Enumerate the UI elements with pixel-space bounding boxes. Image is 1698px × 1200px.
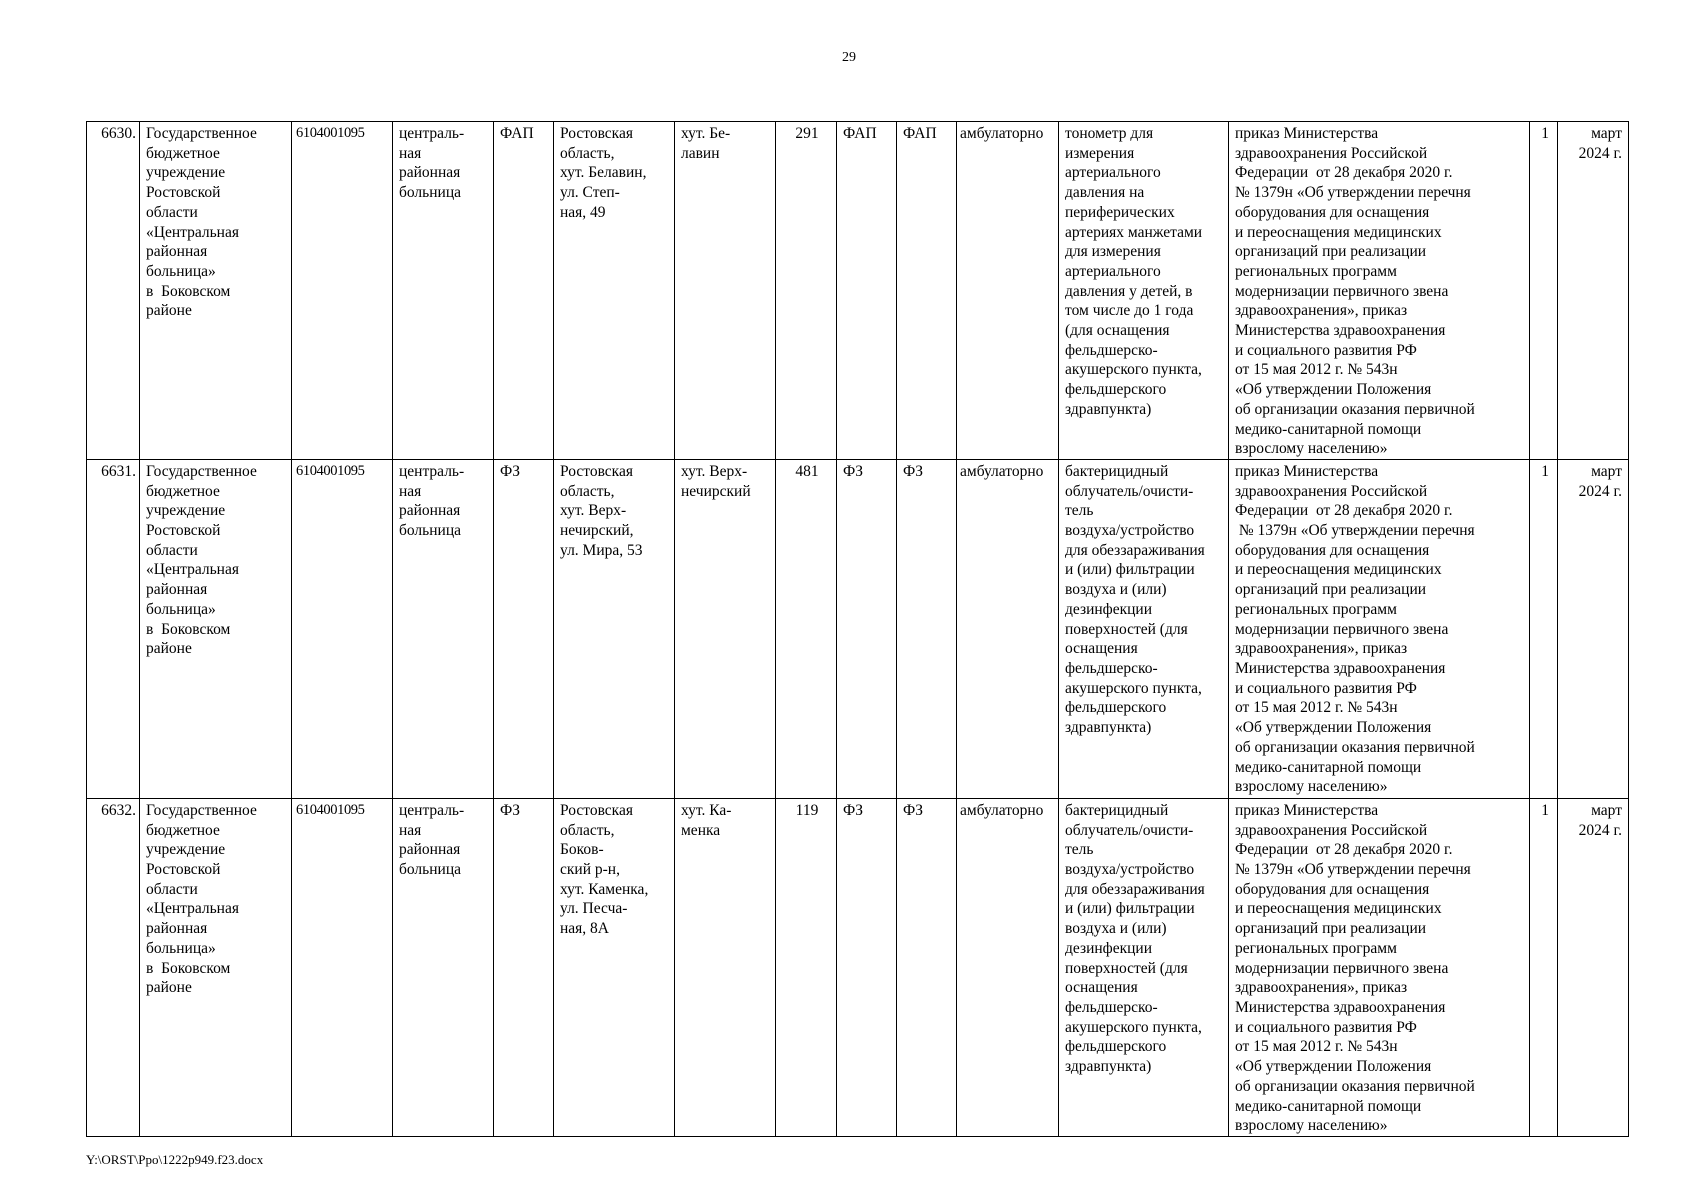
legal-basis: приказ Министерства здравоохранения Российской Федерации от 28 декабря 2020 г. № 1379н «Об утверждении перечня оборудования для оснащения и переоснащения медицинских организаций при реализации региональных программ модернизации первичного звена здравоохранения», приказ Министерства здравоохранения и социального развития РФ от 15 мая 2012 г. № 543н «Об утверждении Положения об организации оказания первичной медико-санитарной помощи взрослому населению» xyxy=(1229,122,1530,460)
file-path-footer: Y:\ORST\Ppo\1222p949.f23.docx xyxy=(86,1152,264,1167)
address: Ростовская область, хут. Белавин, ул. Степ- ная, 49 xyxy=(554,122,675,460)
unit-type: ФАП xyxy=(494,122,554,460)
equipment-table xyxy=(86,121,1629,1137)
quantity: 1 xyxy=(1530,459,1558,798)
address: Ростовская область, хут. Верх- нечирский, ул. Мира, 53 xyxy=(554,459,675,798)
facility-type-b: ФАП xyxy=(897,122,957,460)
care-form: амбулаторно xyxy=(957,459,1059,798)
facility-type-a: ФЗ xyxy=(837,798,897,1136)
population: 119 xyxy=(776,798,837,1136)
address: Ростовская область, Боков- ский р-н, хут. Каменка, ул. Песча- ная, 8А xyxy=(554,798,675,1136)
table-row xyxy=(87,459,1629,798)
facility-type-b: ФЗ xyxy=(897,459,957,798)
organization-name: Государственное бюджетное учреждение Ростовской области «Центральная районная больница» в Боковском районе xyxy=(140,122,292,460)
page-number: 29 xyxy=(842,50,856,65)
population: 291 xyxy=(776,122,837,460)
inn-code: 6104001095 xyxy=(292,798,393,1136)
population: 481 xyxy=(776,459,837,798)
row-number: 6631. xyxy=(87,459,140,798)
organization-name: Государственное бюджетное учреждение Ростовской области «Центральная районная больница» в Боковском районе xyxy=(140,798,292,1136)
row-number: 6632. xyxy=(87,798,140,1136)
legal-basis: приказ Министерства здравоохранения Российской Федерации от 28 декабря 2020 г. № 1379н «Об утверждении перечня оборудования для оснащения и переоснащения медицинских организаций при реализации региональных программ модернизации первичного звена здравоохранения», приказ Министерства здравоохранения и социального развития РФ от 15 мая 2012 г. № 543н «Об утверждении Положения об организации оказания первичной медико-санитарной помощи взрослому населению» xyxy=(1229,459,1530,798)
table-row xyxy=(87,798,1629,1136)
unit-type: ФЗ xyxy=(494,798,554,1136)
inn-code: 6104001095 xyxy=(292,122,393,460)
equipment: бактерицидный облучатель/очисти- тель воздуха/устройство для обеззараживания и (или) фильтрации воздуха и (или) дезинфекции поверхностей (для оснащения фельдшерско- акушерского пункта, фельдшерского здравпункта) xyxy=(1059,459,1229,798)
unit-type: ФЗ xyxy=(494,459,554,798)
settlement: хут. Бе- лавин xyxy=(675,122,776,460)
organization-name: Государственное бюджетное учреждение Ростовской области «Центральная районная больница» в Боковском районе xyxy=(140,459,292,798)
organization-type: централь- ная районная больница xyxy=(393,122,494,460)
inn-code: 6104001095 xyxy=(292,459,393,798)
organization-type: централь- ная районная больница xyxy=(393,798,494,1136)
settlement: хут. Ка- менка xyxy=(675,798,776,1136)
quantity: 1 xyxy=(1530,798,1558,1136)
equipment: тонометр для измерения артериального давления на периферических артериях манжетами для измерения артериального давления у детей, в том числе до 1 года (для оснащения фельдшерско- акушерского пункта, фельдшерского здравпункта) xyxy=(1059,122,1229,460)
facility-type-a: ФЗ xyxy=(837,459,897,798)
term: март 2024 г. xyxy=(1558,122,1629,460)
term: март 2024 г. xyxy=(1558,459,1629,798)
quantity: 1 xyxy=(1530,122,1558,460)
facility-type-b: ФЗ xyxy=(897,798,957,1136)
organization-type: централь- ная районная больница xyxy=(393,459,494,798)
term: март 2024 г. xyxy=(1558,798,1629,1136)
facility-type-a: ФАП xyxy=(837,122,897,460)
care-form: амбулаторно xyxy=(957,798,1059,1136)
care-form: амбулаторно xyxy=(957,122,1059,460)
settlement: хут. Верх- нечирский xyxy=(675,459,776,798)
row-number: 6630. xyxy=(87,122,140,460)
legal-basis: приказ Министерства здравоохранения Российской Федерации от 28 декабря 2020 г. № 1379н «Об утверждении перечня оборудования для оснащения и переоснащения медицинских организаций при реализации региональных программ модернизации первичного звена здравоохранения», приказ Министерства здравоохранения и социального развития РФ от 15 мая 2012 г. № 543н «Об утверждении Положения об организации оказания первичной медико-санитарной помощи взрослому населению» xyxy=(1229,798,1530,1136)
equipment: бактерицидный облучатель/очисти- тель воздуха/устройство для обеззараживания и (или) фильтрации воздуха и (или) дезинфекции поверхностей (для оснащения фельдшерско- акушерского пункта, фельдшерского здравпункта) xyxy=(1059,798,1229,1136)
table-row xyxy=(87,122,1629,460)
